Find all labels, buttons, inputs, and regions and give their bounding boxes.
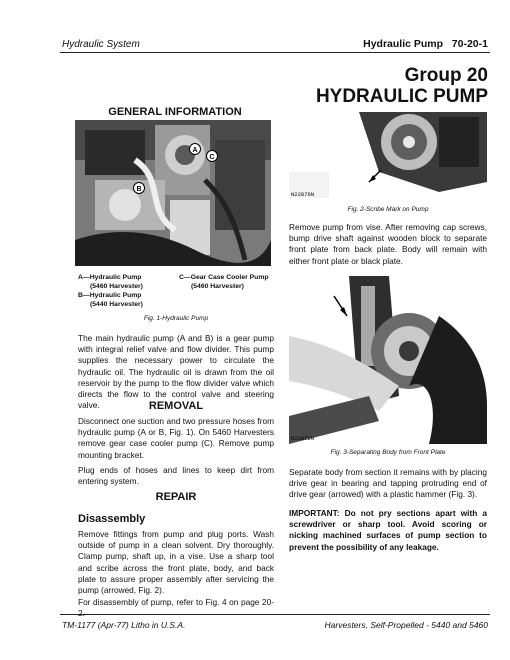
footer-rule — [60, 614, 490, 615]
group-name: HYDRAULIC PUMP — [315, 86, 488, 107]
legend-c-sub: (5460 Harvester) — [191, 283, 244, 290]
fig1-label-a: A — [192, 147, 198, 154]
legend-b: B—Hydraulic Pump — [78, 292, 142, 299]
fig2-caption: Fig. 2-Scribe Mark on Pump — [347, 206, 429, 213]
footer-right: Harvesters, Self-Propelled - 5440 and 5460 — [324, 620, 488, 630]
footer-left: TM-1177 (Apr-77) Litho in U.S.A. — [62, 620, 186, 630]
legend-a-sub: (5460 Harvester) — [90, 283, 143, 290]
fig1-caption: Fig. 1-Hydraulic Pump — [143, 315, 209, 322]
important-note: IMPORTANT: Do not pry sections apart with a screwdriver or sharp tool. Avoid scoring or nicking machined surfaces of pump section to prevent the possibility of any leakage. — [289, 508, 487, 552]
see-fig4-text: For disassembly of pump, refer to Fig. 4 on page 20-2. — [78, 597, 274, 619]
group-title — [316, 65, 488, 107]
fig2-photo — [289, 112, 487, 198]
fig1-legend-left — [78, 273, 143, 309]
header-rule — [60, 52, 490, 53]
general-information-text: The main hydraulic pump (A and B) is a gear pump with integral relief valve and flow divider. This pump supplies the necessary power to circulate the hydraulic oil. The hydraulic oil is drawn from the oil reservoir by the pump to the flow divider valve which directs the flow to the control valve and steering valve. — [78, 333, 274, 411]
removal-heading: REMOVAL — [148, 400, 204, 412]
fig2-code: N22876N — [291, 191, 315, 198]
fig3-code: N22872N — [291, 435, 315, 442]
removal-text: Disconnect one suction and two pressure hoses from hydraulic pump (A or B, Fig. 1). On 5460 Harvesters remove gear case cooler pump (C). Remove pump mounting bracket. — [78, 416, 274, 460]
removal-text-2: Plug ends of hoses and lines to keep dirt from entering system. — [78, 465, 274, 487]
running-header-section: Hydraulic System — [62, 39, 140, 50]
separate-body-text: Separate body from section it remains with by placing drive gear in bearing and tapping protruding end of drive gear (arrowed) with a plastic hammer (Fig. 3). — [289, 467, 487, 500]
fig1-photo — [75, 120, 271, 266]
fig1-label-c: C — [209, 154, 215, 161]
legend-b-sub: (5440 Harvester) — [90, 301, 143, 308]
running-header-page: Hydraulic Pump 70-20-1 — [363, 38, 488, 50]
fig1-label-b: B — [136, 186, 142, 193]
legend-c: C—Gear Case Cooler Pump — [179, 274, 269, 281]
disassembly-text: Remove fittings from pump and plug ports. Wash outside of pump in a clean solvent. Dry thoroughly. Clamp pump, shaft up, in a vise. Use a sharp tool and scribe across the front plate, body, and back plate to assure proper assembly after servicing the pump (arrowed, Fig. 2). — [78, 529, 274, 596]
fig3-caption: Fig. 3-Separating Body from Front Plate — [330, 449, 446, 456]
general-information-heading: GENERAL INFORMATION — [108, 106, 242, 118]
fig1-legend-right — [179, 273, 269, 291]
repair-heading: REPAIR — [155, 491, 197, 503]
group-number: Group 20 — [404, 65, 488, 86]
legend-a: A—Hydraulic Pump — [78, 274, 142, 281]
disassembly-heading: Disassembly — [78, 513, 146, 525]
remove-pump-text: Remove pump from vise. After removing cap screws, bump drive shaft against wooden block to separate front plate from back plate. Body will remain with either front plate or black plate. — [289, 222, 487, 266]
fig3-photo — [289, 276, 487, 444]
